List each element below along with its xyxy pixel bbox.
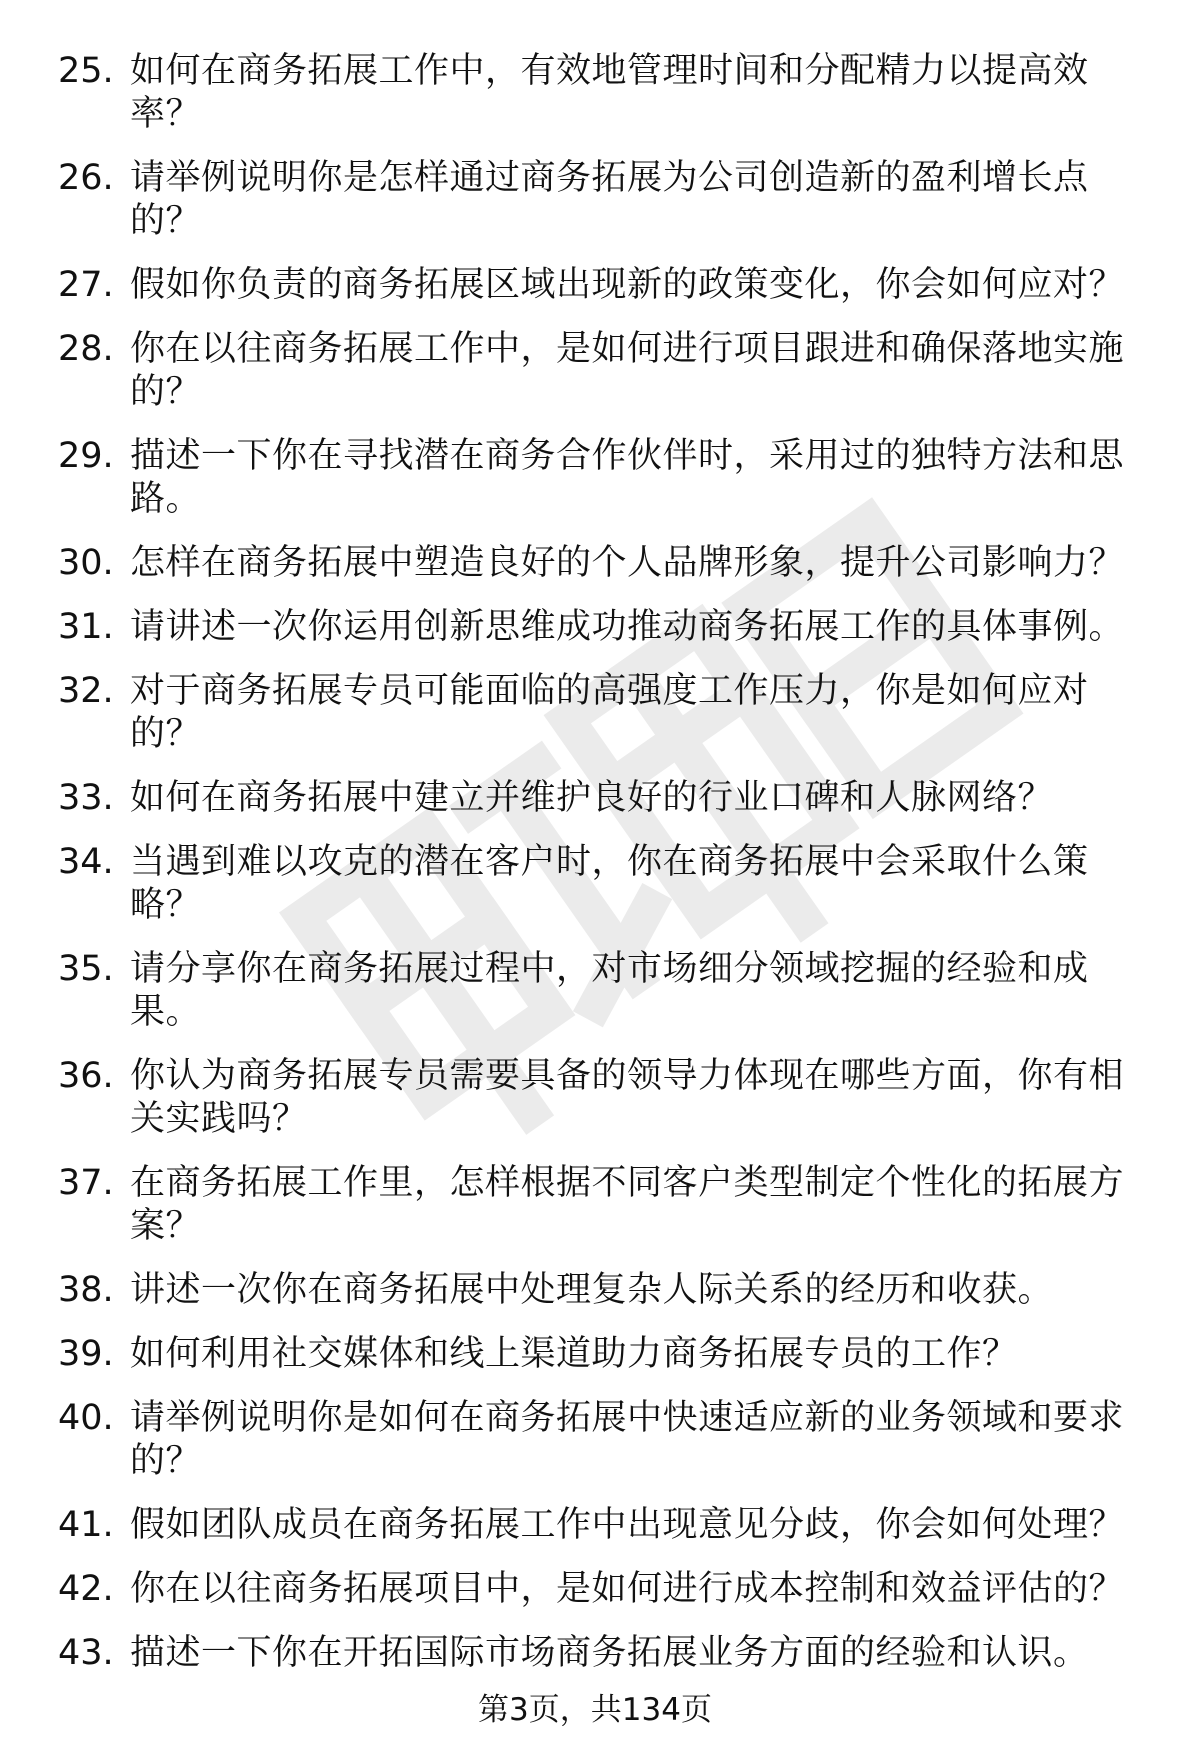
question-text: 请举例说明你是怎样通过商务拓展为公司创造新的盈利增长点的？ bbox=[130, 158, 1089, 241]
question-number: 40. bbox=[58, 1398, 114, 1438]
question-number: 34. bbox=[58, 842, 114, 882]
question-text: 描述一下你在寻找潜在商务合作伙伴时，采用过的独特方法和思路。 bbox=[130, 436, 1125, 519]
question-number: 39. bbox=[58, 1334, 114, 1374]
question-text: 请举例说明你是如何在商务拓展中快速适应新的业务领域和要求的？ bbox=[130, 1398, 1125, 1481]
question-number: 33. bbox=[58, 778, 114, 818]
question-text: 你认为商务拓展专员需要具备的领导力体现在哪些方面，你有相关实践吗？ bbox=[130, 1056, 1125, 1139]
question-number: 31. bbox=[58, 607, 114, 647]
question-item bbox=[58, 435, 1148, 521]
question-number: 41. bbox=[58, 1505, 114, 1545]
question-item bbox=[58, 777, 1148, 820]
question-text: 你在以往商务拓展工作中，是如何进行项目跟进和确保落地实施的？ bbox=[130, 329, 1125, 412]
question-item bbox=[58, 542, 1148, 585]
page-footer: 第3页，共134页 bbox=[478, 1692, 712, 1728]
question-number: 29. bbox=[58, 436, 114, 476]
question-text: 请讲述一次你运用创新思维成功推动商务拓展工作的具体事例。 bbox=[130, 607, 1125, 647]
question-number: 36. bbox=[58, 1056, 114, 1096]
question-text: 如何在商务拓展中建立并维护良好的行业口碑和人脉网络？ bbox=[130, 778, 1054, 818]
question-item bbox=[58, 1055, 1148, 1141]
question-item bbox=[58, 1333, 1148, 1376]
question-text: 你在以往商务拓展项目中，是如何进行成本控制和效益评估的？ bbox=[130, 1569, 1125, 1609]
question-text: 假如团队成员在商务拓展工作中出现意见分歧，你会如何处理？ bbox=[130, 1505, 1125, 1545]
question-number: 35. bbox=[58, 949, 114, 989]
question-item bbox=[58, 1269, 1148, 1312]
question-text: 对于商务拓展专员可能面临的高强度工作压力，你是如何应对的？ bbox=[130, 671, 1089, 754]
question-list bbox=[58, 50, 1148, 1696]
question-text: 如何利用社交媒体和线上渠道助力商务拓展专员的工作？ bbox=[130, 1334, 1018, 1374]
question-text: 当遇到难以攻克的潜在客户时，你在商务拓展中会采取什么策略？ bbox=[130, 842, 1089, 925]
question-text: 讲述一次你在商务拓展中处理复杂人际关系的经历和收获。 bbox=[130, 1270, 1054, 1310]
question-item bbox=[58, 1397, 1148, 1483]
question-number: 37. bbox=[58, 1163, 114, 1203]
question-number: 43. bbox=[58, 1633, 114, 1673]
question-item bbox=[58, 1632, 1148, 1675]
question-item bbox=[58, 670, 1148, 756]
question-item bbox=[58, 1568, 1148, 1611]
question-number: 27. bbox=[58, 265, 114, 305]
question-item bbox=[58, 50, 1148, 136]
question-item bbox=[58, 606, 1148, 649]
question-item bbox=[58, 948, 1148, 1034]
question-item bbox=[58, 1504, 1148, 1547]
question-text: 描述一下你在开拓国际市场商务拓展业务方面的经验和认识。 bbox=[130, 1633, 1089, 1673]
question-number: 25. bbox=[58, 51, 114, 91]
question-number: 38. bbox=[58, 1270, 114, 1310]
question-number: 32. bbox=[58, 671, 114, 711]
question-number: 28. bbox=[58, 329, 114, 369]
question-text: 请分享你在商务拓展过程中，对市场细分领域挖掘的经验和成果。 bbox=[130, 949, 1089, 1032]
question-item bbox=[58, 841, 1148, 927]
question-text: 在商务拓展工作里，怎样根据不同客户类型制定个性化的拓展方案？ bbox=[130, 1163, 1125, 1246]
question-text: 怎样在商务拓展中塑造良好的个人品牌形象，提升公司影响力？ bbox=[130, 543, 1125, 583]
question-item bbox=[58, 328, 1148, 414]
question-number: 30. bbox=[58, 543, 114, 583]
question-number: 26. bbox=[58, 158, 114, 198]
question-item bbox=[58, 1162, 1148, 1248]
question-number: 42. bbox=[58, 1569, 114, 1609]
question-text: 如何在商务拓展工作中，有效地管理时间和分配精力以提高效率？ bbox=[130, 51, 1089, 134]
question-text: 假如你负责的商务拓展区域出现新的政策变化，你会如何应对？ bbox=[130, 265, 1125, 305]
question-item bbox=[58, 157, 1148, 243]
question-item bbox=[58, 264, 1148, 307]
